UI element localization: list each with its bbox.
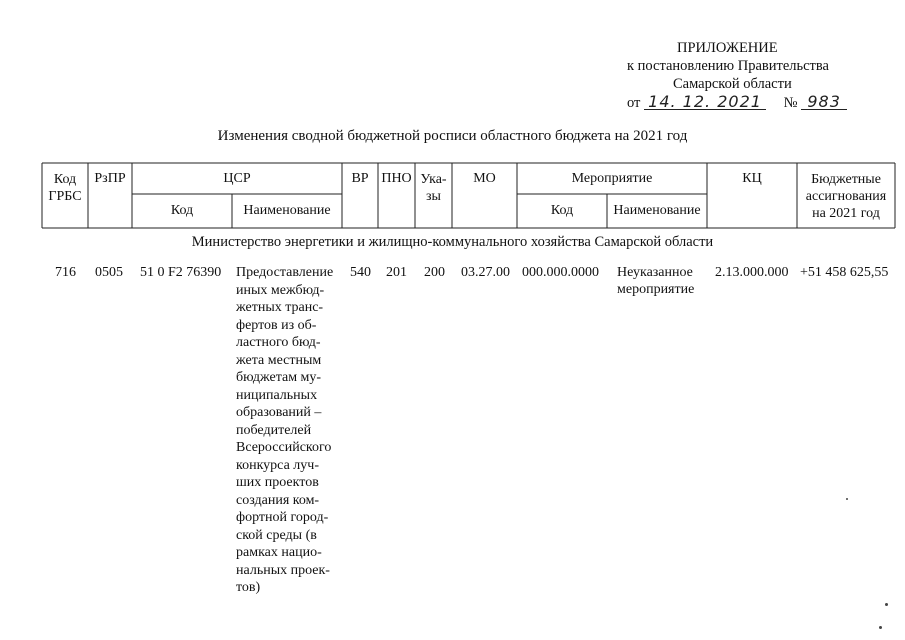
row-kc: 2.13.000.000: [715, 265, 789, 280]
header-rzpr: РзПР: [94, 171, 126, 186]
header-pno: ПНО: [381, 171, 412, 186]
header-csr-name: Наименование: [243, 203, 331, 218]
appendix-line-2: Самарской области: [673, 76, 792, 92]
appendix-title: ПРИЛОЖЕНИЕ: [677, 40, 778, 56]
document-title: Изменения сводной бюджетной росписи областного бюджета на 2021 год: [217, 128, 688, 144]
header-event: Мероприятие: [571, 171, 653, 186]
row-event-name: Неуказанное мероприятие: [617, 265, 695, 297]
row-vr: 540: [350, 265, 371, 280]
scan-speck: [879, 626, 882, 629]
appendix-line-1: к постановлению Правительства: [627, 58, 829, 74]
header-event-name: Наименование: [613, 203, 701, 218]
header-ukazy: Ука- зы: [420, 172, 447, 204]
row-csr-name: Предоставление иных межбюд- жетных транс- фертов из об- ластного бюд- жета местным бюджетам му- ниципальных образований – победителей Всероссийского конкурса луч- ших проектов создания ком- фортной город- ской среды (в рамках нацио- нальных проек- тов): [236, 265, 334, 595]
row-event-code: 000.000.0000: [522, 265, 599, 280]
scan-speck: [846, 498, 848, 500]
number-handwritten: 983: [801, 94, 847, 110]
row-pno: 201: [386, 265, 407, 280]
header-budget: Бюджетные ассигнования на 2021 год: [805, 172, 887, 221]
header-csr-code: Код: [170, 203, 194, 218]
header-grbs: Код ГРБС: [48, 172, 82, 204]
header-vr: ВР: [351, 171, 369, 186]
header-event-code: Код: [550, 203, 574, 218]
row-mo: 03.27.00: [461, 265, 510, 280]
scan-speck: [885, 603, 888, 606]
date-prefix: от: [627, 95, 641, 111]
row-budget: +51 458 625,55: [800, 265, 889, 280]
section-title: Министерство энергетики и жилищно-коммунального хозяйства Самарской области: [191, 234, 714, 250]
row-ukazy: 200: [424, 265, 445, 280]
number-prefix: №: [783, 95, 798, 111]
row-csr-code: 51 0 F2 76390: [140, 265, 222, 280]
header-mo: МО: [473, 171, 496, 186]
date-handwritten: 14. 12. 2021: [644, 94, 766, 110]
header-csr: ЦСР: [223, 171, 251, 186]
header-kc: КЦ: [742, 171, 762, 186]
row-rzpr: 0505: [95, 265, 123, 280]
row-grbs: 716: [55, 265, 76, 280]
